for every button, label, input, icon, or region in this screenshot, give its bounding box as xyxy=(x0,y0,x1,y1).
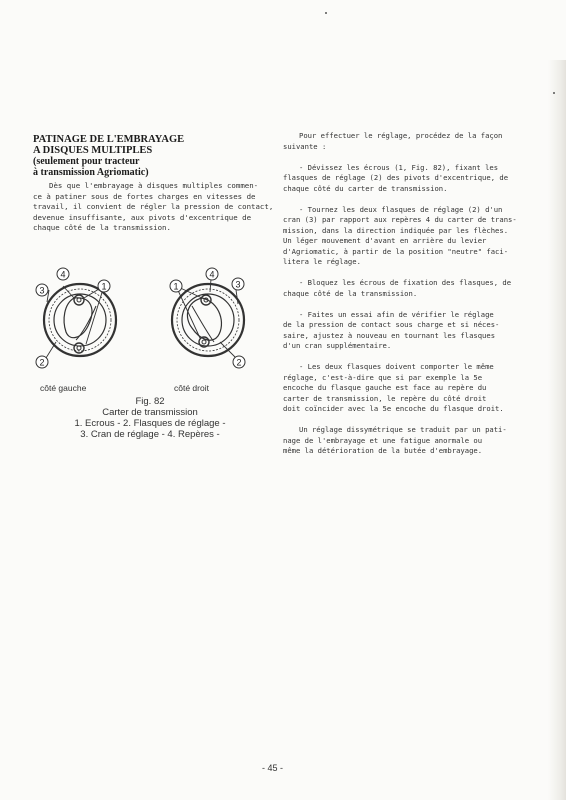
text-line: Pour effectuer le réglage, procédez de la façon xyxy=(299,131,503,140)
text-line: - Dévissez les écrous (1, Fig. 82), fixant les xyxy=(299,162,499,172)
text-line: encoche du flasque gauche est face au repère du xyxy=(283,383,487,392)
step-unscrew-paragraph xyxy=(283,163,528,195)
figure-number: Fig. 82 xyxy=(135,396,165,407)
step-test-paragraph xyxy=(283,310,528,352)
callout-1-left: 1 xyxy=(101,281,107,292)
text-line: chaque côté de la transmission. xyxy=(33,223,171,232)
text-line: Un réglage dissymétrique se traduit par un pati- xyxy=(299,425,507,434)
text-line: même la détérioration de la butée d'embrayage. xyxy=(283,446,483,455)
heading-line: A DISQUES MULTIPLES xyxy=(33,145,153,156)
text-line: réglage, c'est-à-dire que si par exemple la 5e xyxy=(283,372,483,382)
text-line: devenue insuffisante, aux pivots d'excentrique de xyxy=(33,212,252,222)
procedure-column xyxy=(283,131,528,467)
step-same-setting-paragraph xyxy=(283,362,528,415)
text-line: - Bloquez les écrous de fixation des flasques, de xyxy=(299,278,512,287)
text-line: Un léger mouvement d'avant en arrière du levier xyxy=(283,236,487,245)
callout-4-left: 4 xyxy=(60,269,66,280)
right-side-diagram xyxy=(172,279,244,358)
figure-legend-line: 1. Ecrous - 2. Flasques de réglage - xyxy=(74,418,226,429)
page-edge-shadow xyxy=(548,60,566,800)
text-line: doit coïncider avec la 5e encoche du flasque droit. xyxy=(283,404,504,413)
figure-title: Carter de transmission xyxy=(102,407,198,418)
text-line: d'Agriomatic, à partir de la position "neutre" faci- xyxy=(283,246,509,256)
text-line: litera le réglage. xyxy=(283,257,361,266)
text-line: chaque côté du carter de transmission. xyxy=(283,183,448,193)
procedure-intro-paragraph xyxy=(283,131,528,152)
figure-caption xyxy=(60,396,240,440)
text-line: nage de l'embrayage et une fatigue anormale ou xyxy=(283,435,483,445)
text-line: suivante : xyxy=(283,141,327,151)
speck xyxy=(325,12,327,14)
text-line: d'un cran supplémentaire. xyxy=(283,341,392,350)
warning-paragraph xyxy=(283,425,528,457)
callout-2-right: 2 xyxy=(236,357,242,368)
text-line: Dès que l'embrayage à disques multiples commen- xyxy=(49,181,259,190)
text-line: saire, ajustez à nouveau en tournant les flasques xyxy=(283,330,496,340)
heading-line: PATINAGE DE L'EMBRAYAGE xyxy=(33,134,185,145)
callout-3-left: 3 xyxy=(39,285,45,296)
callout-4-right: 4 xyxy=(209,269,215,280)
text-line: chaque côté de la transmission. xyxy=(283,288,418,298)
step-turn-paragraph xyxy=(283,205,528,268)
text-line: ce à patiner sous de fortes charges en vitesses de xyxy=(33,191,256,201)
text-line: - Les deux flasques doivent comporter le même xyxy=(299,362,494,371)
text-line: travail, il convient de régler la pression de contact, xyxy=(33,202,274,211)
text-line: - Tournez les deux flasques de réglage (2) d'un xyxy=(299,204,503,214)
text-line: de la pression de contact sous charge et si néces- xyxy=(283,320,500,329)
callout-1-right: 1 xyxy=(173,281,179,292)
text-line: carter de transmission, le repère du côté droit xyxy=(283,393,487,403)
step-lock-paragraph xyxy=(283,278,528,299)
page-number: - 45 - xyxy=(262,763,284,773)
text-line: - Faites un essai afin de vérifier le réglage xyxy=(299,309,494,319)
left-side-label: côté gauche xyxy=(40,383,87,393)
section-heading xyxy=(33,134,273,178)
text-line: cran (3) par rapport aux repères 4 du carter de trans- xyxy=(283,215,517,224)
left-side-diagram xyxy=(44,281,116,358)
heading-line: à transmission Agriomatic) xyxy=(33,167,149,178)
intro-paragraph xyxy=(33,181,273,234)
heading-line: (seulement pour tracteur xyxy=(33,156,140,167)
speck xyxy=(553,92,555,94)
right-side-label: côté droit xyxy=(174,383,209,393)
callout-3-right: 3 xyxy=(235,279,241,290)
text-line: mission, dans la direction indiquée par les flèches. xyxy=(283,225,509,235)
text-line: flasques de réglage (2) des pivots d'excentrique, de xyxy=(283,173,509,182)
figure-legend-line: 3. Cran de réglage - 4. Repères - xyxy=(80,429,220,440)
callout-2-left: 2 xyxy=(39,357,45,368)
